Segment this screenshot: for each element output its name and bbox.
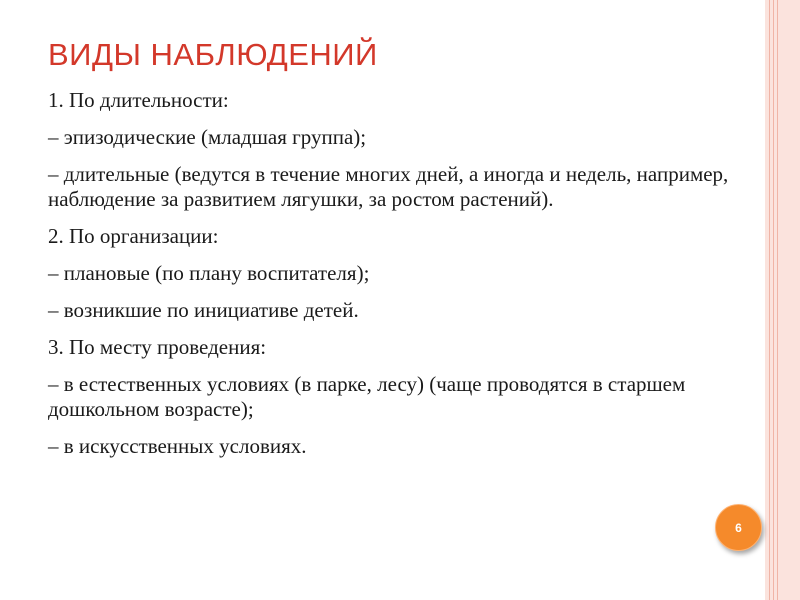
list-item: – плановые (по плану воспитателя); (48, 261, 370, 285)
list-item: – в естественных условиях (в парке, лесу) (чаще проводятся в старшем дошкольном возрасте); (48, 372, 686, 421)
list-item: 3. По месту проведения: (48, 335, 267, 359)
list-item: – эпизодические (младшая группа); (48, 125, 367, 149)
list-item: 2. По организации: (48, 224, 219, 248)
list-item: – длительные (ведутся в течение многих дней, а иногда и недель, например, наблюдение за развитием лягушки, за ростом растений). (48, 162, 729, 211)
side-decoration-line (773, 0, 774, 600)
side-decoration-line (777, 0, 778, 600)
side-decoration-band (765, 0, 800, 600)
page-number: 6 (735, 520, 742, 535)
list-item: 1. По длительности: (48, 88, 229, 112)
page-number-badge (715, 504, 762, 551)
side-decoration-line (769, 0, 770, 600)
slide-title: ВИДЫ НАБЛЮДЕНИЙ (48, 37, 378, 72)
list-item: – возникшие по инициативе детей. (48, 298, 359, 322)
content-list (48, 88, 760, 471)
list-item: – в искусственных условиях. (48, 434, 307, 458)
